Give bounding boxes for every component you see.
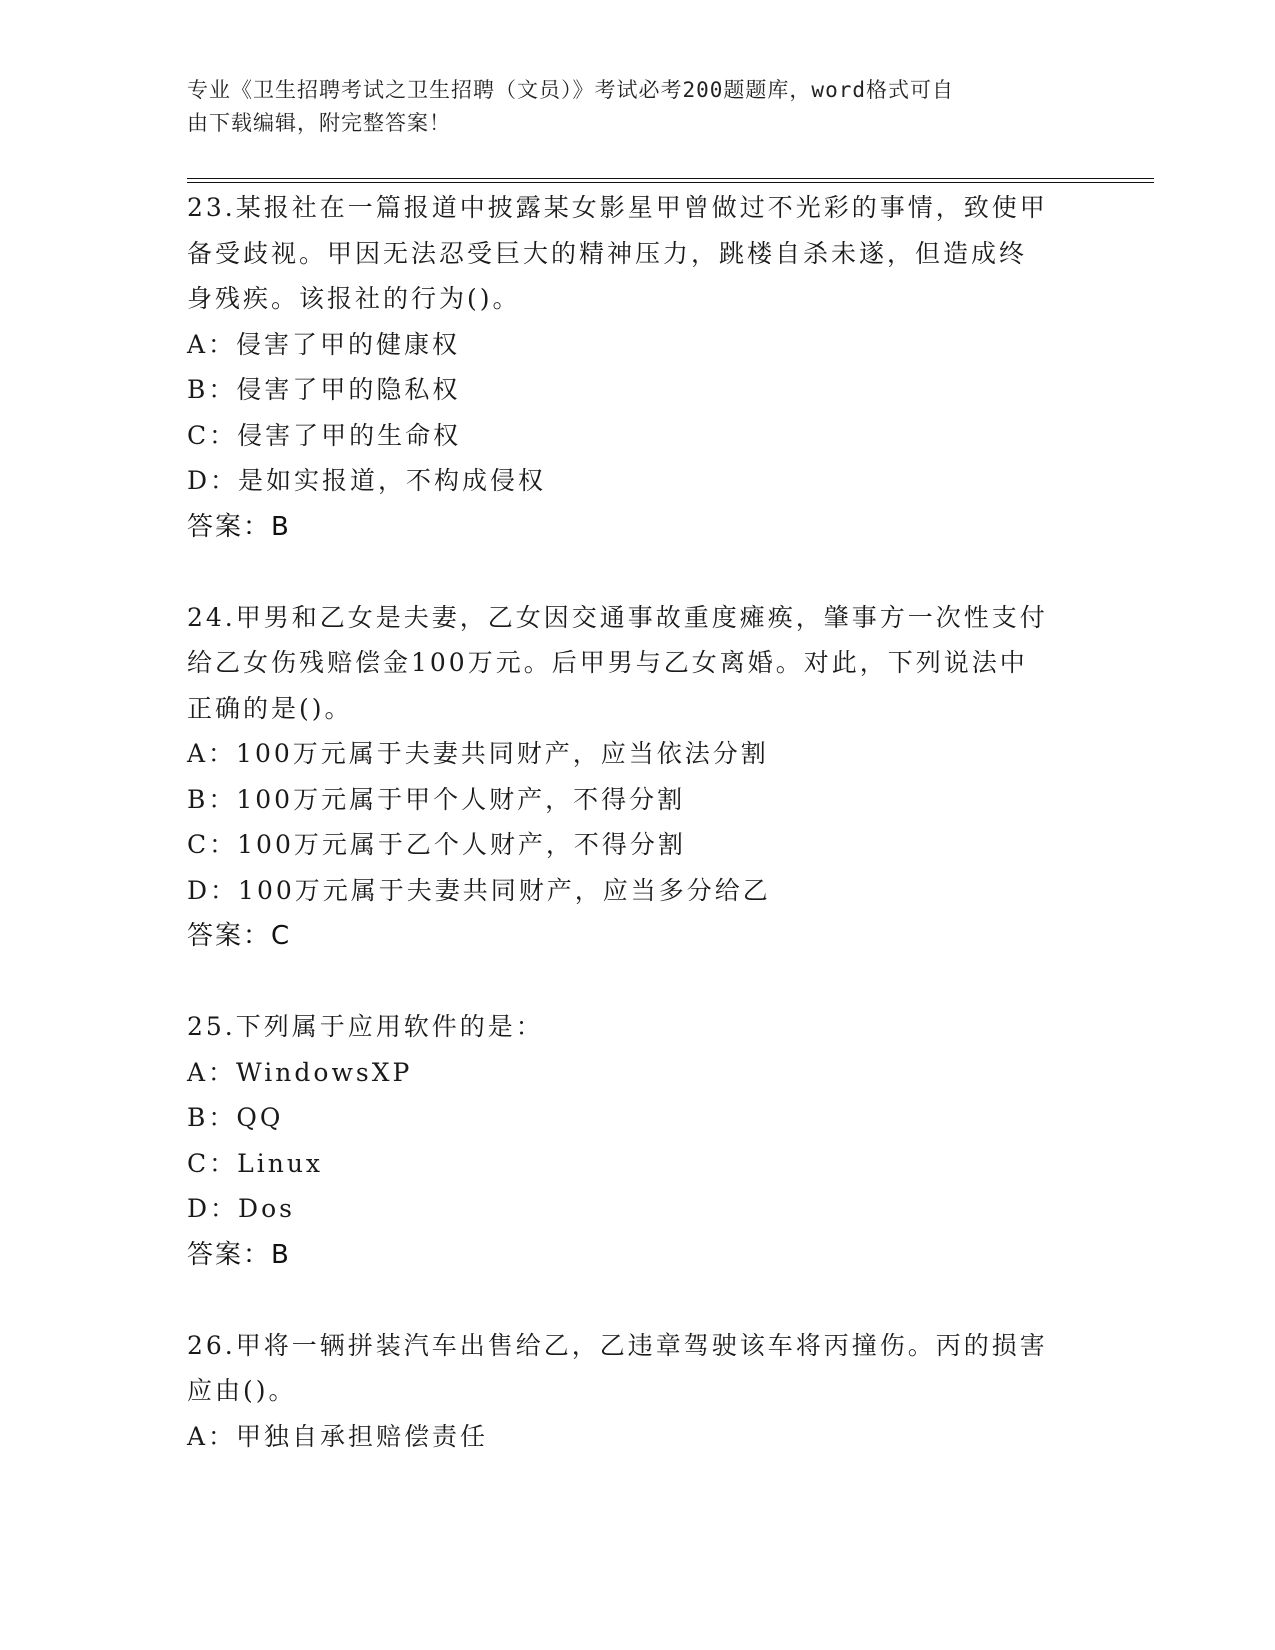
question-26: [187, 1323, 1087, 1460]
option-c: C：侵害了甲的生命权: [187, 420, 462, 450]
option-b: B：100万元属于甲个人财产，不得分割: [187, 784, 686, 814]
answer-line: 答案：B: [187, 511, 291, 542]
question-text-line: 身残疾。该报社的行为()。: [187, 284, 521, 313]
answer-line: 答案：C: [187, 921, 292, 951]
option-d: D：是如实报道，不构成侵权: [187, 466, 547, 495]
header-line-1: 专业《卫生招聘考试之卫生招聘（文员）》考试必考200题题库，word格式可自: [187, 78, 954, 102]
question-24: [187, 595, 1087, 960]
header-line-2: 由下载编辑，附完整答案！: [187, 111, 451, 135]
option-d: D：Dos: [187, 1194, 295, 1223]
question-23: [187, 185, 1087, 550]
option-a: A：100万元属于夫妻共同财产，应当依法分割: [187, 739, 769, 768]
question-text-line: 23.某报社在一篇报道中披露某女影星甲曾做过不光彩的事情，致使甲: [187, 193, 1048, 222]
header-divider-top: [187, 178, 1154, 179]
option-b: B：QQ: [187, 1103, 284, 1132]
answer-line: 答案：B: [187, 1239, 291, 1270]
question-text-line: 备受歧视。甲因无法忍受巨大的精神压力，跳楼自杀未遂，但造成终: [187, 238, 1028, 268]
question-list: [187, 185, 1087, 1504]
option-a: A：WindowsXP: [187, 1057, 413, 1087]
option-b: B：侵害了甲的隐私权: [187, 375, 461, 404]
question-text-line: 正确的是()。: [187, 693, 353, 723]
question-text-line: 给乙女伤残赔偿金100万元。后甲男与乙女离婚。对此，下列说法中: [187, 648, 1028, 677]
option-d: D：100万元属于夫妻共同财产，应当多分给乙: [187, 875, 771, 905]
question-text-line: 应由()。: [187, 1376, 297, 1405]
option-c: C：100万元属于乙个人财产，不得分割: [187, 830, 686, 859]
option-a: A：侵害了甲的健康权: [187, 329, 461, 359]
question-25: [187, 1004, 1087, 1278]
question-text-line: 26.甲将一辆拼装汽车出售给乙，乙违章驾驶该车将丙撞伤。丙的损害: [187, 1330, 1048, 1360]
header-divider-bottom: [187, 182, 1154, 183]
document-header: [187, 74, 1067, 140]
option-a: A：甲独自承担赔偿责任: [187, 1421, 489, 1451]
question-text-line: 24.甲男和乙女是夫妻，乙女因交通事故重度瘫痪，肇事方一次性支付: [187, 602, 1048, 632]
option-c: C：Linux: [187, 1148, 324, 1178]
question-text-line: 25.下列属于应用软件的是：: [187, 1012, 544, 1041]
